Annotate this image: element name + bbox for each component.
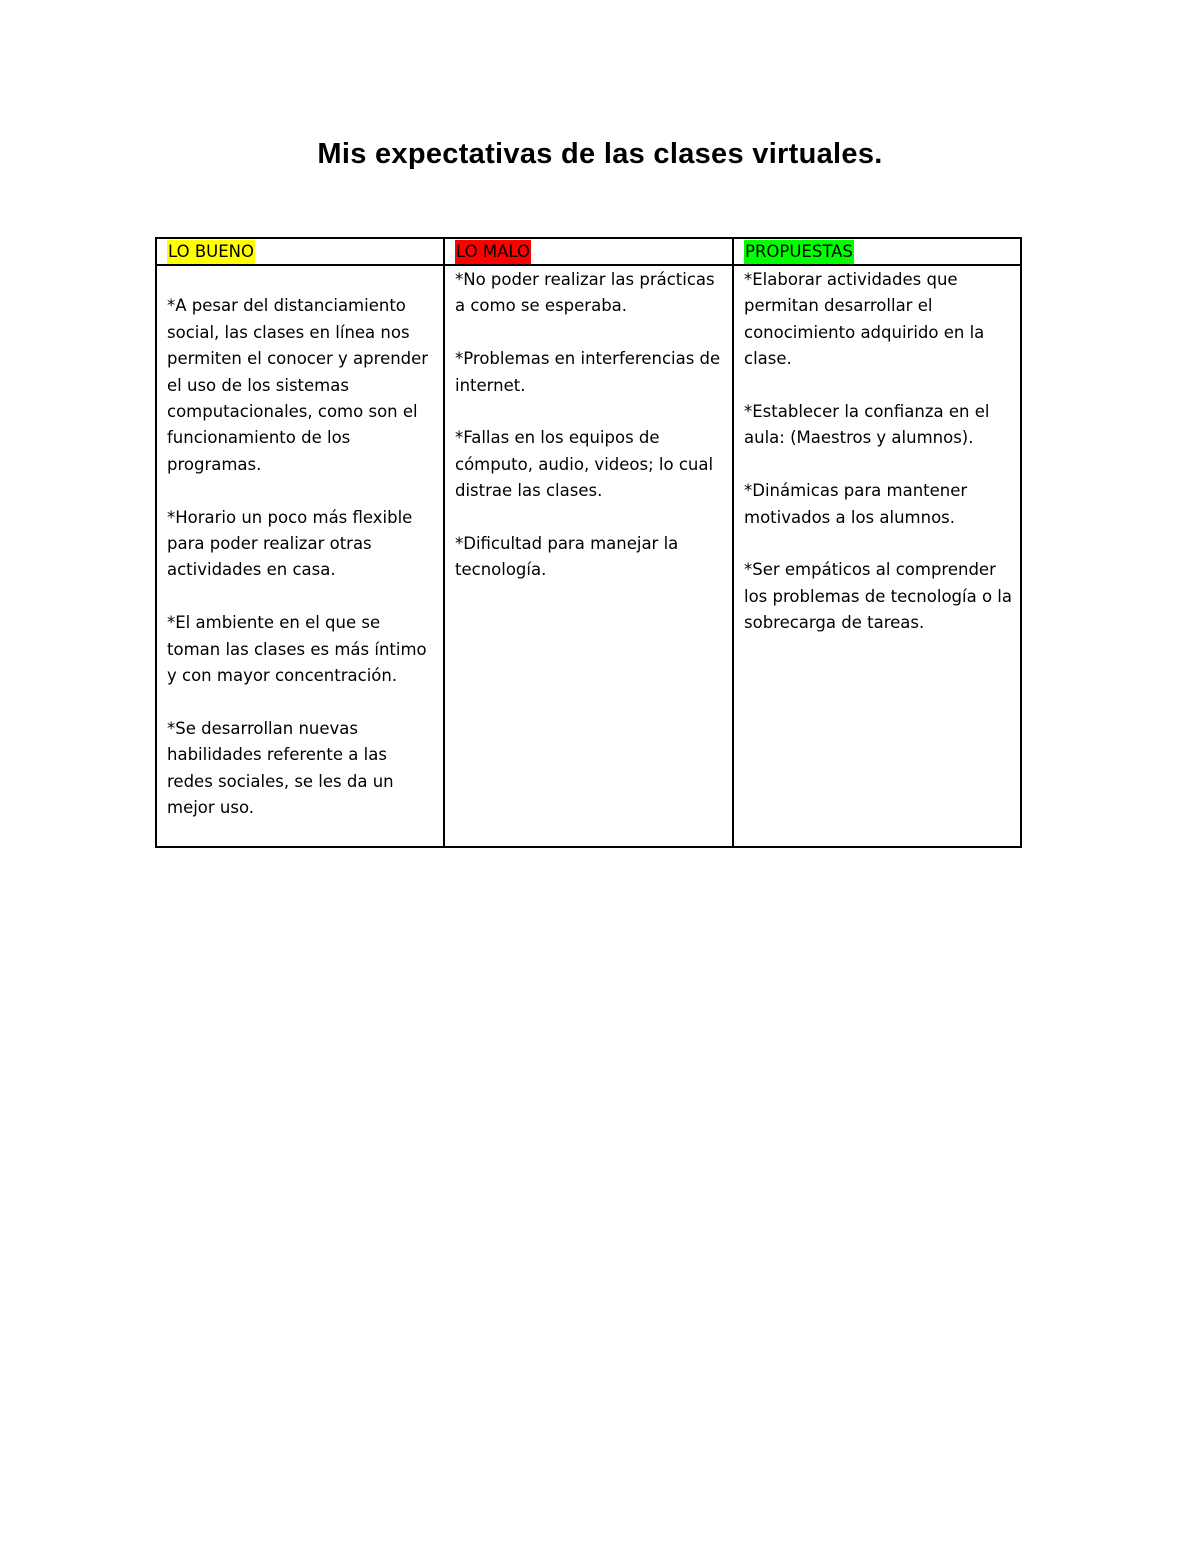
list-item: *A pesar del distanciamiento social, las clases en línea nos permiten el conocer y aprender el uso de los sistemas computacionales, como son el funcionamiento de los programas. <box>167 296 429 474</box>
column-header-bad <box>445 239 734 266</box>
column-header-proposals <box>734 239 1020 266</box>
column-header-good <box>157 239 445 266</box>
header-label-proposals: PROPUESTAS <box>744 240 854 264</box>
header-label-bad: LO MALO <box>455 240 531 264</box>
list-item: *Se desarrollan nuevas habilidades referente a las redes sociales, se les da un mejor uso. <box>167 718 394 818</box>
list-item: *Dificultad para manejar la tecnología. <box>455 534 679 580</box>
expectations-table <box>155 237 1022 848</box>
list-item: *Fallas en los equipos de cómputo, audio, videos; lo cual distrae las clases. <box>455 428 714 501</box>
list-item: *Problemas en interferencias de internet. <box>455 349 721 395</box>
list-item: *Ser empáticos al comprender los problemas de tecnología o la sobrecarga de tareas. <box>744 560 1012 633</box>
header-label-good: LO BUENO <box>167 240 255 264</box>
column-body-proposals <box>734 266 1020 846</box>
page-title: Mis expectativas de las clases virtuales. <box>317 138 883 170</box>
list-item: *No poder realizar las prácticas a como se esperaba. <box>455 270 715 316</box>
column-body-good <box>157 266 445 846</box>
list-item: *Dinámicas para mantener motivados a los alumnos. <box>744 481 968 527</box>
list-item: *Establecer la confianza en el aula: (Maestros y alumnos). <box>744 402 990 448</box>
list-item: *Elaborar actividades que permitan desarrollar el conocimiento adquirido en la clase. <box>744 270 985 369</box>
list-item: *El ambiente en el que se toman las clases es más íntimo y con mayor concentración. <box>167 613 427 686</box>
column-body-bad <box>445 266 734 846</box>
list-item: *Horario un poco más flexible para poder realizar otras actividades en casa. <box>167 507 413 580</box>
